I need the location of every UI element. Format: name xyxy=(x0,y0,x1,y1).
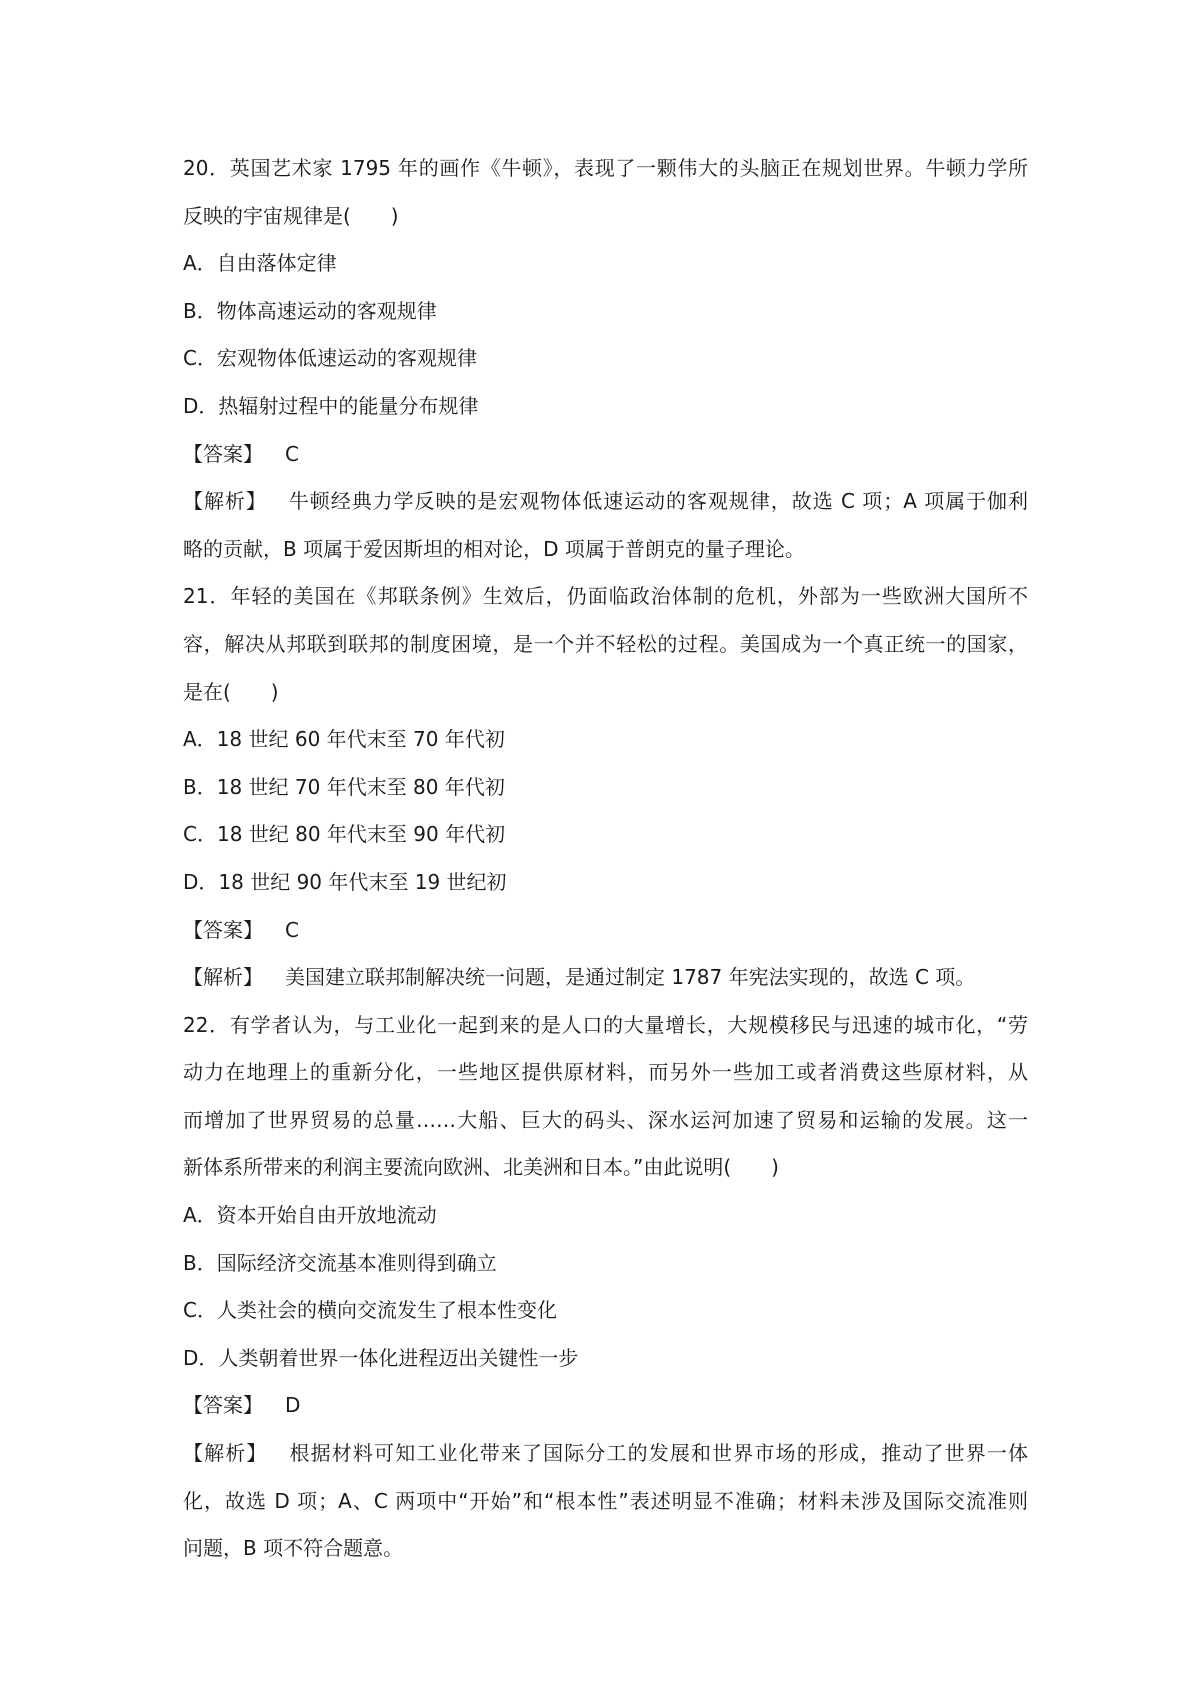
analysis-tag: 【解析】 xyxy=(183,489,267,514)
analysis-text: 根据材料可知工业化带来了国际分工的发展和世界市场的形成，推动了世界一体 xyxy=(289,1441,1028,1466)
answer-tag: 【答案】 xyxy=(183,917,263,942)
option-c: C．人类社会的横向交流发生了根本性变化 xyxy=(183,1298,557,1323)
question-stem-line: 22．有学者认为，与工业化一起到来的是人口的大量增长，大规模移民与迅速的城市化，“劳 xyxy=(183,1012,1028,1037)
analysis-line xyxy=(183,478,1028,526)
question-stem-line: 动力在地理上的重新分化，一些地区提供原材料，而另外一些加工或者消费这些原材料，从 xyxy=(183,1060,1028,1085)
analysis-line: 化，故选 D 项；A、C 两项中“开始”和“根本性”表述明显不准确；材料未涉及国际交流准则 xyxy=(183,1488,1028,1513)
analysis-line xyxy=(183,1430,1028,1478)
answer-line xyxy=(183,1382,1028,1430)
question-stem-line: 反映的宇宙规律是( ) xyxy=(183,203,399,228)
option-b: B．国际经济交流基本准则得到确立 xyxy=(183,1250,497,1275)
option-a: A．18 世纪 60 年代末至 70 年代初 xyxy=(183,727,505,752)
analysis-tag: 【解析】 xyxy=(183,1441,268,1466)
option-a: A．自由落体定律 xyxy=(183,251,337,276)
question-stem-line: 20．英国艺术家 1795 年的画作《牛顿》，表现了一颗伟大的头脑正在规划世界。牛顿力学所 xyxy=(183,156,1028,180)
option-c: C．18 世纪 80 年代末至 90 年代初 xyxy=(183,822,506,847)
option-d: D．热辐射过程中的能量分布规律 xyxy=(183,393,479,418)
answer-value: C xyxy=(285,441,299,466)
question-stem-line: 是在( ) xyxy=(183,679,279,704)
answer-tag: 【答案】 xyxy=(183,441,263,466)
answer-line xyxy=(183,907,1028,955)
answer-value: C xyxy=(285,917,299,942)
option-d: D．18 世纪 90 年代末至 19 世纪初 xyxy=(183,869,507,894)
answer-value: D xyxy=(285,1393,301,1418)
analysis-text: 美国建立联邦制解决统一问题，是通过制定 1787 年宪法实现的，故选 C 项。 xyxy=(285,965,976,990)
option-a: A．资本开始自由开放地流动 xyxy=(183,1203,437,1228)
analysis-text: 牛顿经典力学反映的是宏观物体低速运动的客观规律，故选 C 项；A 项属于伽利 xyxy=(288,489,1028,514)
question-stem-line: 21．年轻的美国在《邦联条例》生效后，仍面临政治体制的危机，外部为一些欧洲大国所不 xyxy=(183,584,1028,609)
option-d: D．人类朝着世界一体化进程迈出关键性一步 xyxy=(183,1345,579,1370)
question-stem-line: 容，解决从邦联到联邦的制度困境，是一个并不轻松的过程。美国成为一个真正统一的国家， xyxy=(183,631,1028,656)
question-22 xyxy=(183,1002,1028,1573)
analysis-line: 问题，B 项不符合题意。 xyxy=(183,1536,404,1561)
option-b: B．物体高速运动的客观规律 xyxy=(183,298,437,323)
answer-line xyxy=(183,431,1028,479)
option-c: C．宏观物体低速运动的客观规律 xyxy=(183,346,477,371)
option-b: B．18 世纪 70 年代末至 80 年代初 xyxy=(183,774,505,799)
analysis-tag: 【解析】 xyxy=(183,965,263,990)
question-stem-line: 新体系所带来的利润主要流向欧洲、北美洲和日本。”由此说明( ) xyxy=(183,1155,779,1180)
analysis-line: 略的贡献，B 项属于爱因斯坦的相对论，D 项属于普朗克的量子理论。 xyxy=(183,536,805,561)
analysis-line xyxy=(183,954,1028,1002)
document-page xyxy=(183,145,1028,1573)
question-stem-line: 而增加了世界贸易的总量……大船、巨大的码头、深水运河加速了贸易和运输的发展。这一 xyxy=(183,1107,1028,1132)
question-21 xyxy=(183,573,1028,1001)
answer-tag: 【答案】 xyxy=(183,1393,263,1418)
question-20 xyxy=(183,145,1028,573)
